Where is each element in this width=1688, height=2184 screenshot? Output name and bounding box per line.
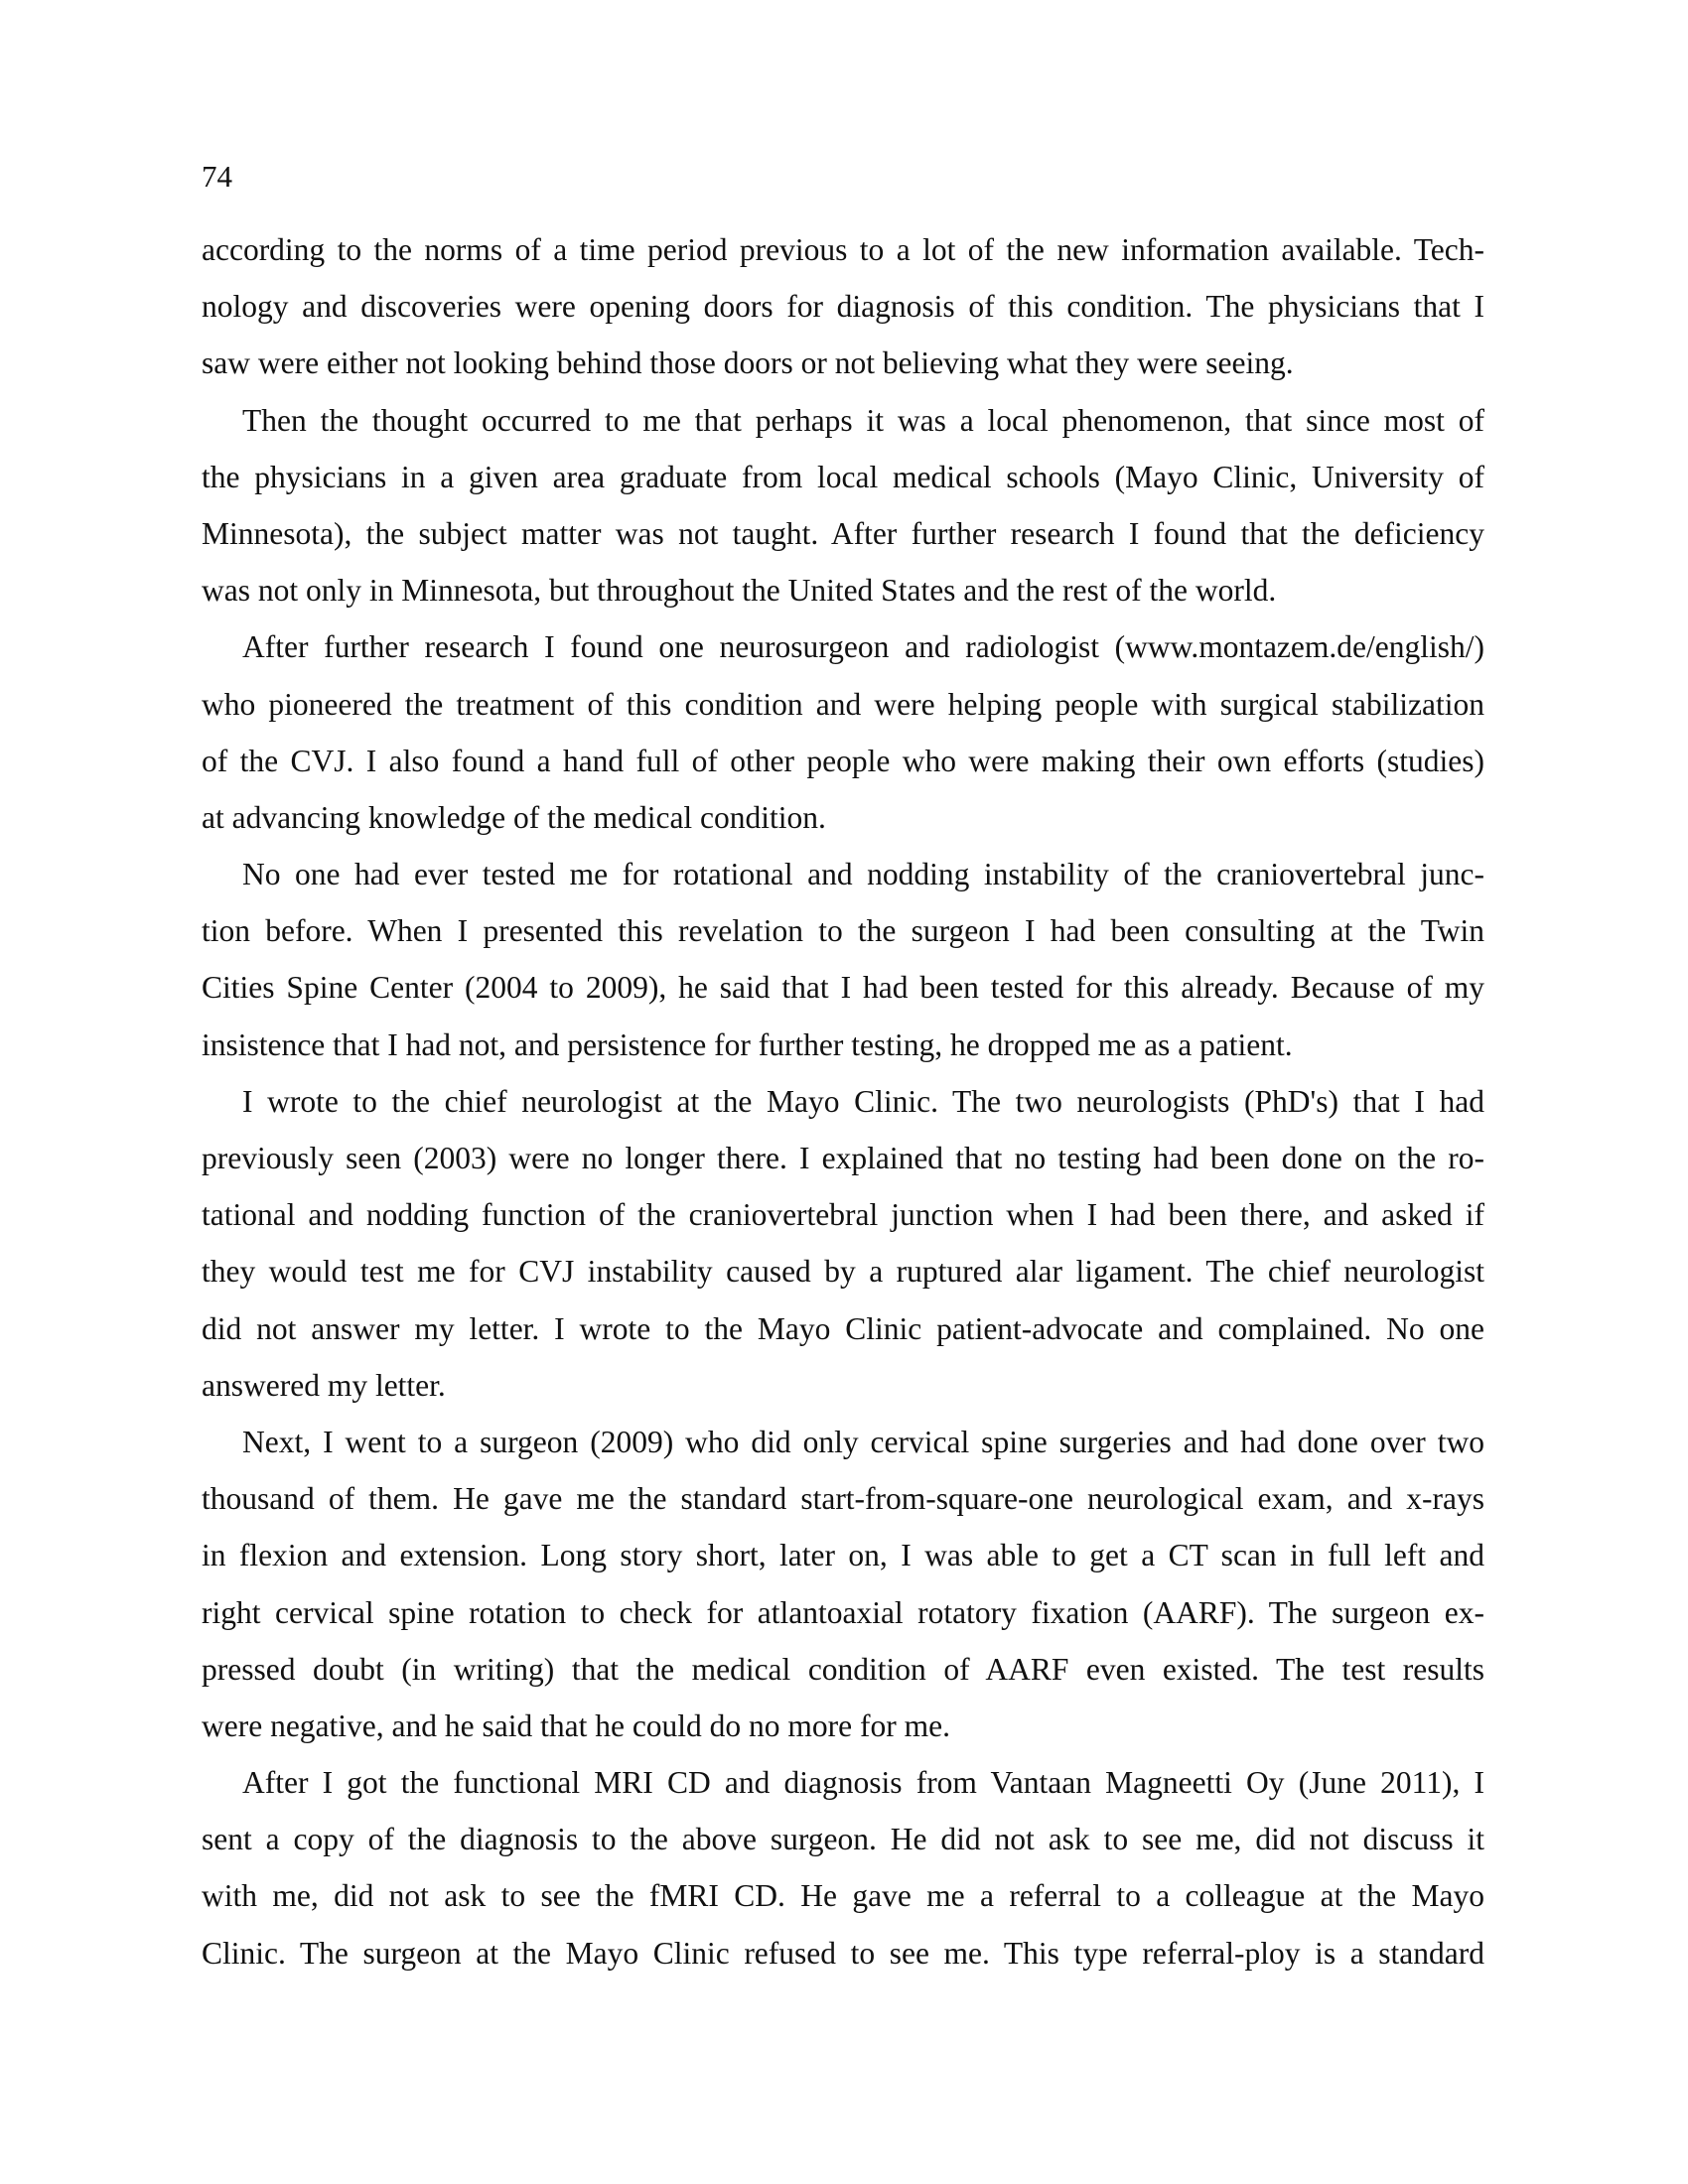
text-line: Then the thought occurred to me that perhaps it was a local phenomenon, that since most of	[242, 402, 1484, 438]
text-line: Next, I went to a surgeon (2009) who did only cervical spine surgeries and had done over two	[242, 1424, 1484, 1459]
paragraph	[202, 401, 1484, 628]
text-line: thousand of them. He gave me the standard start-from-square-one neurological exam, and x-rays	[202, 1481, 1484, 1517]
text-line: was not only in Minnesota, but throughout the United States and the rest of the world.	[202, 573, 1277, 609]
text-line: Clinic. The surgeon at the Mayo Clinic refused to see me. This type referral-ploy is a standard	[202, 1935, 1484, 1971]
text-line: previously seen (2003) were no longer there. I explained that no testing had been done on the ro-	[202, 1141, 1484, 1175]
text-line: Minnesota), the subject matter was not taught. After further research I found that the deficiency	[202, 515, 1484, 551]
text-line: pressed doubt (in writing) that the medical condition of AARF even existed. The test results	[202, 1651, 1484, 1687]
text-line: answered my letter.	[202, 1367, 446, 1403]
text-line: according to the norms of a time period previous to a lot of the new information available. Tech-	[202, 232, 1484, 267]
paragraph	[202, 627, 1484, 855]
paragraph	[202, 230, 1484, 401]
text-line: Cities Spine Center (2004 to 2009), he said that I had been tested for this already. Because of my	[202, 970, 1484, 1006]
text-line: in flexion and extension. Long story short, later on, I was able to get a CT scan in full left and	[202, 1538, 1484, 1573]
paragraph	[202, 1423, 1484, 1763]
body-text	[202, 230, 1484, 1990]
paragraph	[202, 1763, 1484, 1990]
text-line: at advancing knowledge of the medical condition.	[202, 799, 826, 835]
text-line: were negative, and he said that he could do no more for me.	[202, 1707, 950, 1743]
text-line: with me, did not ask to see the fMRI CD. He gave me a referral to a colleague at the Mayo	[202, 1878, 1484, 1914]
text-line: saw were either not looking behind those doors or not believing what they were seeing.	[202, 345, 1294, 381]
text-line: of the CVJ. I also found a hand full of other people who were making their own efforts (studies)	[202, 743, 1484, 778]
text-line: No one had ever tested me for rotational and nodding instability of the craniovertebral junc-	[242, 857, 1484, 892]
text-line: right cervical spine rotation to check for atlantoaxial rotatory fixation (AARF). The surgeon ex-	[202, 1594, 1484, 1630]
text-line: After I got the functional MRI CD and diagnosis from Vantaan Magneetti Oy (June 2011), I	[242, 1765, 1484, 1801]
text-line: nology and discoveries were opening doors for diagnosis of this condition. The physicians that I	[202, 289, 1484, 325]
text-line: who pioneered the treatment of this condition and were helping people with surgical stabilization	[202, 686, 1484, 722]
text-line: they would test me for CVJ instability caused by a ruptured alar ligament. The chief neurologist	[202, 1254, 1484, 1290]
text-line: After further research I found one neurosurgeon and radiologist (www.montazem.de/english/)	[242, 629, 1484, 665]
text-line: insistence that I had not, and persistence for further testing, he dropped me as a patient.	[202, 1026, 1293, 1062]
text-line: tational and nodding function of the craniovertebral junction when I had been there, and asked if	[202, 1197, 1484, 1233]
text-line: tion before. When I presented this revelation to the surgeon I had been consulting at the Twin	[202, 913, 1484, 949]
text-line: sent a copy of the diagnosis to the above surgeon. He did not ask to see me, did not discuss it	[202, 1822, 1484, 1857]
paragraph	[202, 1082, 1484, 1423]
text-line: the physicians in a given area graduate from local medical schools (Mayo Clinic, University of	[202, 459, 1484, 494]
page-number: 74	[202, 159, 232, 194]
text-line: I wrote to the chief neurologist at the Mayo Clinic. The two neurologists (PhD's) that I had	[242, 1083, 1484, 1119]
text-line: did not answer my letter. I wrote to the Mayo Clinic patient-advocate and complained. No one	[202, 1310, 1484, 1346]
paragraph	[202, 855, 1484, 1082]
